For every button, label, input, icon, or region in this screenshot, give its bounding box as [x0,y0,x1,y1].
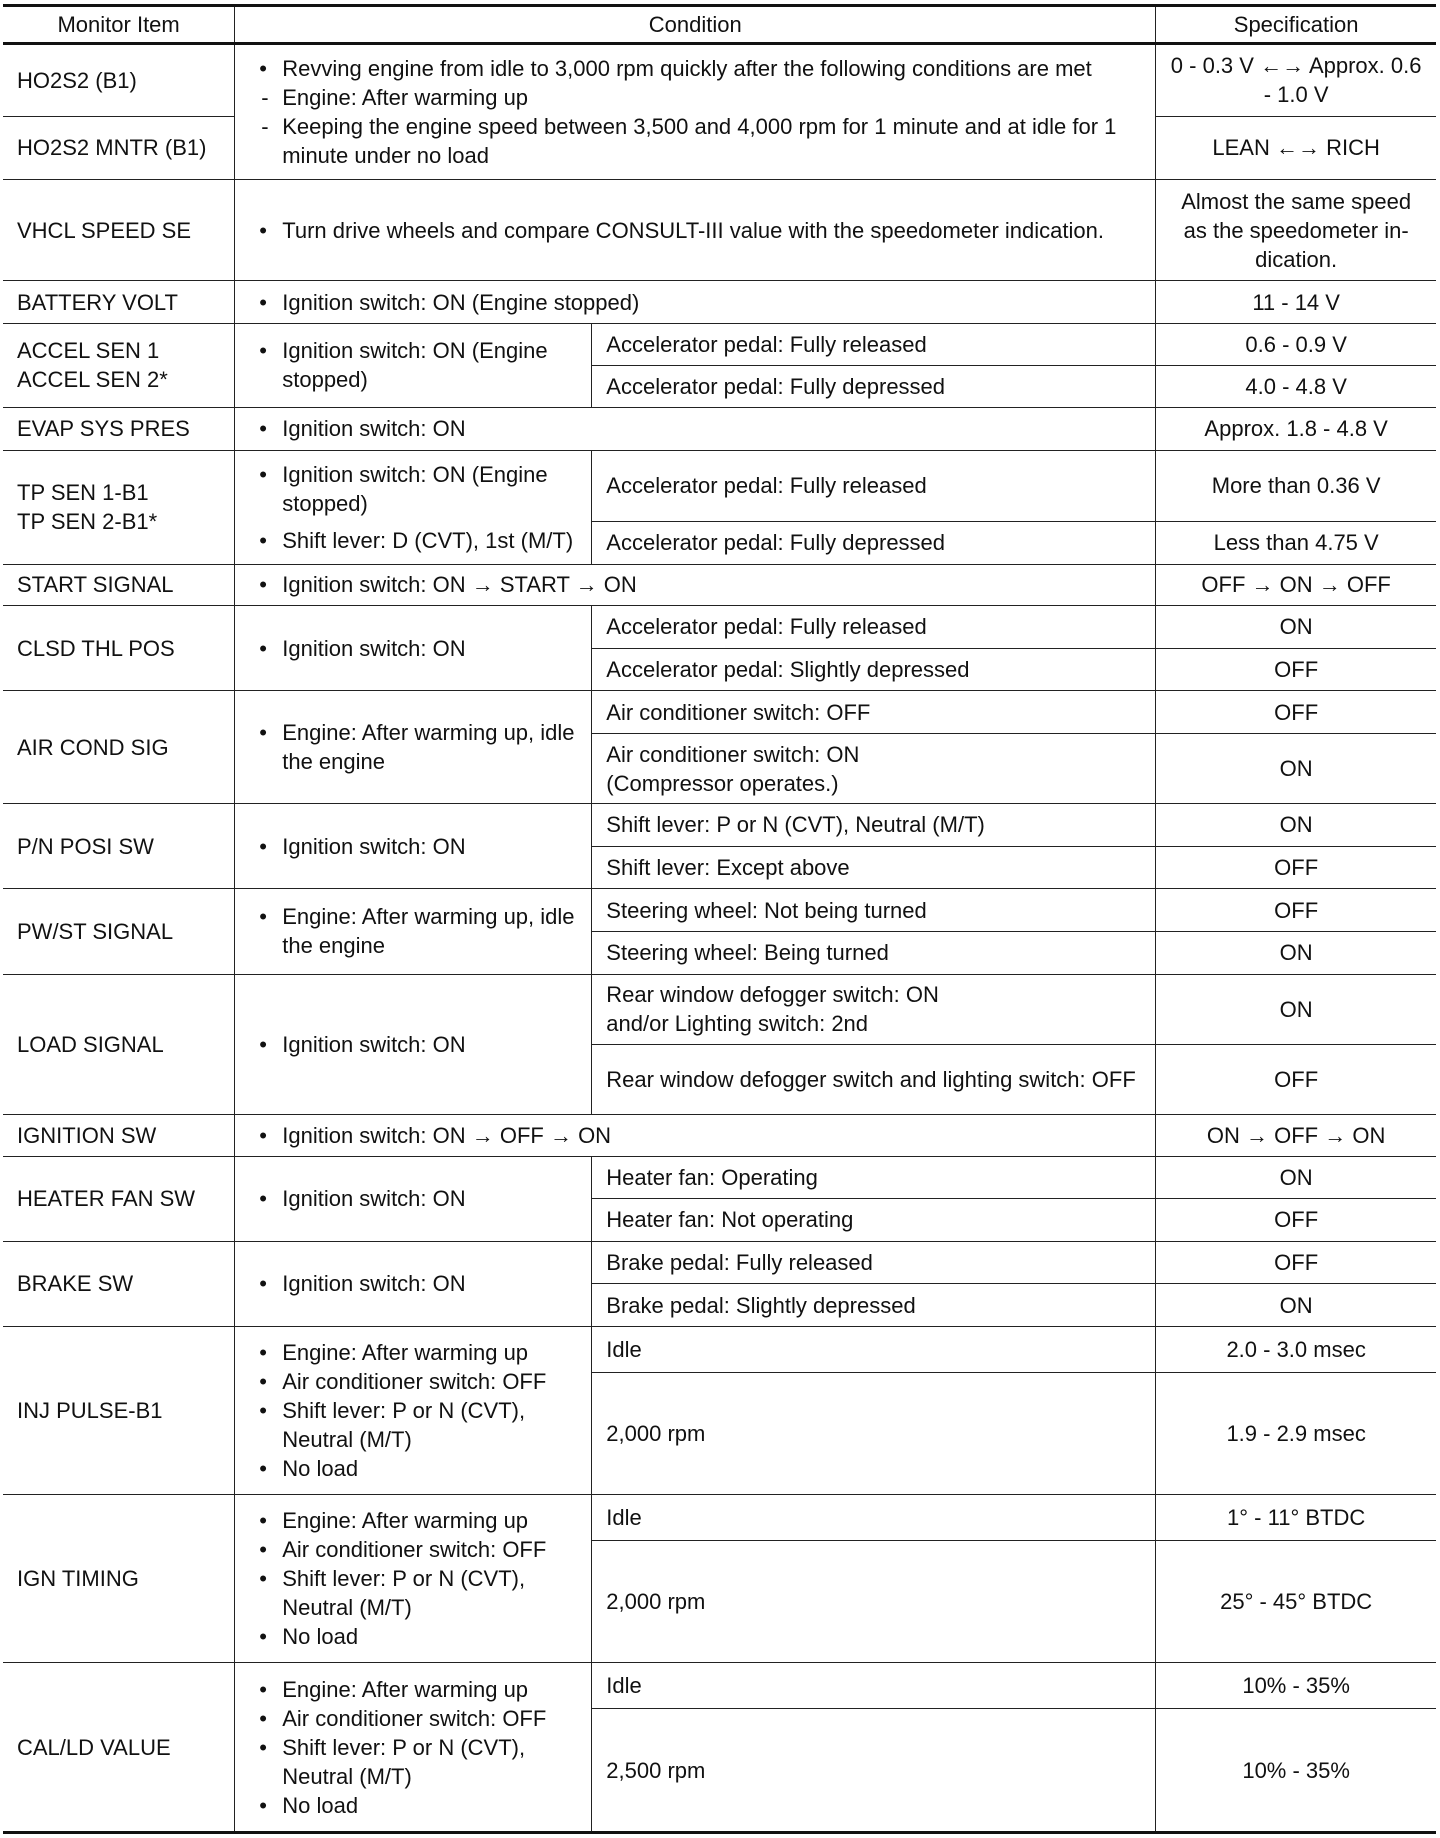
sub-condition-cell: Accelerator pedal: Fully released [592,450,1156,521]
condition-bullet: • Turn drive wheels and compare CONSULT-III value with the speedometer indication. [249,216,1141,245]
specification-cell: LEAN ←→ RICH [1156,116,1436,179]
specification-cell: 11 - 14 V [1156,281,1436,324]
specification-cell: 1° - 11° BTDC [1156,1495,1436,1541]
specification-cell: OFF [1156,889,1436,932]
condition-list [249,634,577,663]
condition-cell [235,564,1156,605]
condition-list [249,414,1141,443]
condition-list [249,460,577,555]
condition-list [249,288,1141,317]
condition-bullet: • Shift lever: P or N (CVT), Neutral (M/T) [249,1564,577,1622]
sub-condition-cell: Heater fan: Not operating [592,1199,1156,1242]
specification-cell: 0.6 - 0.9 V [1156,323,1436,366]
condition-bullet: • Ignition switch: ON (Engine stopped) [249,288,1141,317]
condition-list [249,1338,577,1483]
sub-condition-cell: Idle [592,1495,1156,1541]
specification-cell: ON [1156,1284,1436,1327]
condition-cell [235,281,1156,324]
monitor-item-cell: VHCL SPEED SE [3,179,235,280]
specification-cell: Less than 4.75 V [1156,521,1436,564]
monitor-item-cell: IGN TIMING [3,1495,235,1663]
monitor-spec-table [3,4,1436,1834]
specification-cell: 10% - 35% [1156,1709,1436,1833]
table-row [3,1241,1436,1284]
condition-cell [235,179,1156,280]
specification-cell: ON [1156,931,1436,974]
condition-bullet: • No load [249,1622,577,1651]
table-row [3,44,1436,117]
condition-bullet: • Shift lever: P or N (CVT), Neutral (M/T) [249,1733,577,1791]
condition-cell [235,450,592,564]
condition-bullet: • Engine: After warming up [249,1506,577,1535]
condition-cell [235,1495,592,1663]
specification-cell: ON [1156,1156,1436,1199]
sub-condition-cell: Heater fan: Operating [592,1156,1156,1199]
sub-condition-cell: Brake pedal: Fully released [592,1241,1156,1284]
condition-bullet: • Ignition switch: ON (Engine stopped) [249,460,577,518]
specification-cell: OFF [1156,1241,1436,1284]
condition-bullet: • Engine: After warming up [249,1338,577,1367]
sub-condition-cell: Steering wheel: Not being turned [592,889,1156,932]
monitor-item-cell: ACCEL SEN 1 ACCEL SEN 2* [3,323,235,407]
condition-cell [235,1156,592,1241]
sub-condition-cell: Accelerator pedal: Fully released [592,606,1156,649]
condition-bullet: • Ignition switch: ON [249,1030,577,1059]
table-row [3,450,1436,521]
condition-cell [235,1115,1156,1156]
specification-cell: ON [1156,606,1436,649]
condition-bullet: • No load [249,1791,577,1820]
sub-condition-cell: Accelerator pedal: Fully depressed [592,366,1156,407]
specification-cell: OFF [1156,648,1436,691]
condition-bullet: • Revving engine from idle to 3,000 rpm quickly after the following conditions are met [249,54,1141,83]
specification-cell: Almost the same speed as the speedometer in-dication. [1156,179,1436,280]
condition-bullet: • Air conditioner switch: OFF [249,1704,577,1733]
condition-list [249,902,577,960]
monitor-item-cell: CAL/LD VALUE [3,1663,235,1833]
specification-cell: OFF [1156,1199,1436,1242]
sub-condition-cell: Idle [592,1663,1156,1709]
monitor-item-cell: CLSD THL POS [3,606,235,691]
condition-cell [235,974,592,1115]
table-row [3,564,1436,605]
condition-list [249,216,1141,245]
table-row [3,281,1436,324]
condition-list [249,1121,1141,1150]
condition-cell [235,1327,592,1495]
monitor-item-cell: BRAKE SW [3,1241,235,1326]
specification-cell: 0 - 0.3 V ←→ Approx. 0.6 - 1.0 V [1156,44,1436,117]
condition-bullet: • Engine: After warming up, idle the engine [249,718,577,776]
specification-cell: Approx. 1.8 - 4.8 V [1156,407,1436,450]
condition-bullet: • Ignition switch: ON [249,1184,577,1213]
condition-bullet: • Air conditioner switch: OFF [249,1535,577,1564]
table-row [3,974,1436,1044]
sub-condition-cell: Brake pedal: Slightly depressed [592,1284,1156,1327]
condition-cell [235,804,592,889]
condition-cell [235,691,592,804]
condition-bullet: • Engine: After warming up, idle the engine [249,902,577,960]
condition-cell [235,407,1156,450]
specification-cell: OFF → ON → OFF [1156,564,1436,605]
specification-cell: OFF [1156,691,1436,734]
header-condition: Condition [235,6,1156,44]
table-row [3,1327,1436,1373]
condition-bullet: • Air conditioner switch: OFF [249,1367,577,1396]
condition-list [249,54,1141,170]
specification-cell: 1.9 - 2.9 msec [1156,1372,1436,1494]
specification-cell: ON [1156,974,1436,1044]
table-row [3,691,1436,734]
condition-cell [235,889,592,974]
specification-cell: 25° - 45° BTDC [1156,1540,1436,1662]
monitor-item-cell: HO2S2 MNTR (B1) [3,116,235,179]
condition-bullet: • Ignition switch: ON (Engine stopped) [249,336,577,394]
table-row [3,1495,1436,1541]
condition-dash: - Engine: After warming up [249,83,1141,112]
condition-list [249,336,577,394]
table-row [3,1663,1436,1709]
table-row [3,889,1436,932]
table-row [3,323,1436,366]
table-row [3,1115,1436,1156]
specification-cell: OFF [1156,846,1436,889]
condition-bullet: • Ignition switch: ON → OFF → ON [249,1121,1141,1150]
sub-condition-cell: 2,500 rpm [592,1709,1156,1833]
sub-condition-cell: Accelerator pedal: Fully depressed [592,521,1156,564]
condition-bullet: • Engine: After warming up [249,1675,577,1704]
specification-cell: OFF [1156,1044,1436,1114]
sub-condition-cell: Shift lever: P or N (CVT), Neutral (M/T) [592,804,1156,847]
condition-bullet: • Shift lever: P or N (CVT), Neutral (M/T) [249,1396,577,1454]
sub-condition-cell: Air conditioner switch: OFF [592,691,1156,734]
condition-bullet: • Ignition switch: ON → START → ON [249,570,1141,599]
condition-list [249,1269,577,1298]
condition-cell [235,606,592,691]
monitor-item-cell: INJ PULSE-B1 [3,1327,235,1495]
condition-list [249,570,1141,599]
condition-cell [235,44,1156,180]
table-row [3,804,1436,847]
condition-bullet: • Ignition switch: ON [249,634,577,663]
monitor-item-cell: AIR COND SIG [3,691,235,804]
specification-document [3,4,1436,1834]
sub-condition-cell: Shift lever: Except above [592,846,1156,889]
condition-list [249,718,577,776]
specification-cell: 2.0 - 3.0 msec [1156,1327,1436,1373]
monitor-item-cell: LOAD SIGNAL [3,974,235,1115]
sub-condition-cell: Idle [592,1327,1156,1373]
monitor-item-cell: START SIGNAL [3,564,235,605]
header-monitor-item: Monitor Item [3,6,235,44]
condition-bullet: • Shift lever: D (CVT), 1st (M/T) [249,526,577,555]
table-row [3,1156,1436,1199]
monitor-item-cell: P/N POSI SW [3,804,235,889]
condition-list [249,1506,577,1651]
monitor-item-cell: EVAP SYS PRES [3,407,235,450]
specification-cell: ON [1156,733,1436,803]
condition-cell [235,1241,592,1326]
condition-list [249,1030,577,1059]
table-row [3,179,1436,280]
condition-bullet: • Ignition switch: ON [249,1269,577,1298]
sub-condition-cell: Rear window defogger switch and lighting switch: OFF [592,1044,1156,1114]
sub-condition-cell: Steering wheel: Being turned [592,931,1156,974]
specification-cell: 4.0 - 4.8 V [1156,366,1436,407]
sub-condition-cell: 2,000 rpm [592,1540,1156,1662]
monitor-item-cell: BATTERY VOLT [3,281,235,324]
condition-list [249,1184,577,1213]
condition-bullet: • No load [249,1454,577,1483]
monitor-item-cell: HO2S2 (B1) [3,44,235,117]
monitor-item-cell: HEATER FAN SW [3,1156,235,1241]
condition-list [249,832,577,861]
condition-dash: - Keeping the engine speed between 3,500 and 4,000 rpm for 1 minute and at idle for 1 minute under no load [249,112,1141,170]
specification-cell: ON → OFF → ON [1156,1115,1436,1156]
monitor-item-cell: IGNITION SW [3,1115,235,1156]
condition-list [249,1675,577,1820]
sub-condition-cell: 2,000 rpm [592,1372,1156,1494]
specification-cell: ON [1156,804,1436,847]
monitor-item-cell: TP SEN 1-B1 TP SEN 2-B1* [3,450,235,564]
table-row [3,407,1436,450]
sub-condition-cell: Accelerator pedal: Fully released [592,323,1156,366]
sub-condition-cell: Accelerator pedal: Slightly depressed [592,648,1156,691]
sub-condition-cell: Air conditioner switch: ON (Compressor operates.) [592,733,1156,803]
condition-bullet: • Ignition switch: ON [249,414,1141,443]
specification-cell: 10% - 35% [1156,1663,1436,1709]
condition-cell [235,1663,592,1833]
header-specification: Specification [1156,6,1436,44]
condition-cell [235,323,592,407]
monitor-item-cell: PW/ST SIGNAL [3,889,235,974]
sub-condition-cell: Rear window defogger switch: ON and/or Lighting switch: 2nd [592,974,1156,1044]
condition-bullet: • Ignition switch: ON [249,832,577,861]
specification-cell: More than 0.36 V [1156,450,1436,521]
table-row [3,606,1436,649]
table-header-row [3,6,1436,44]
